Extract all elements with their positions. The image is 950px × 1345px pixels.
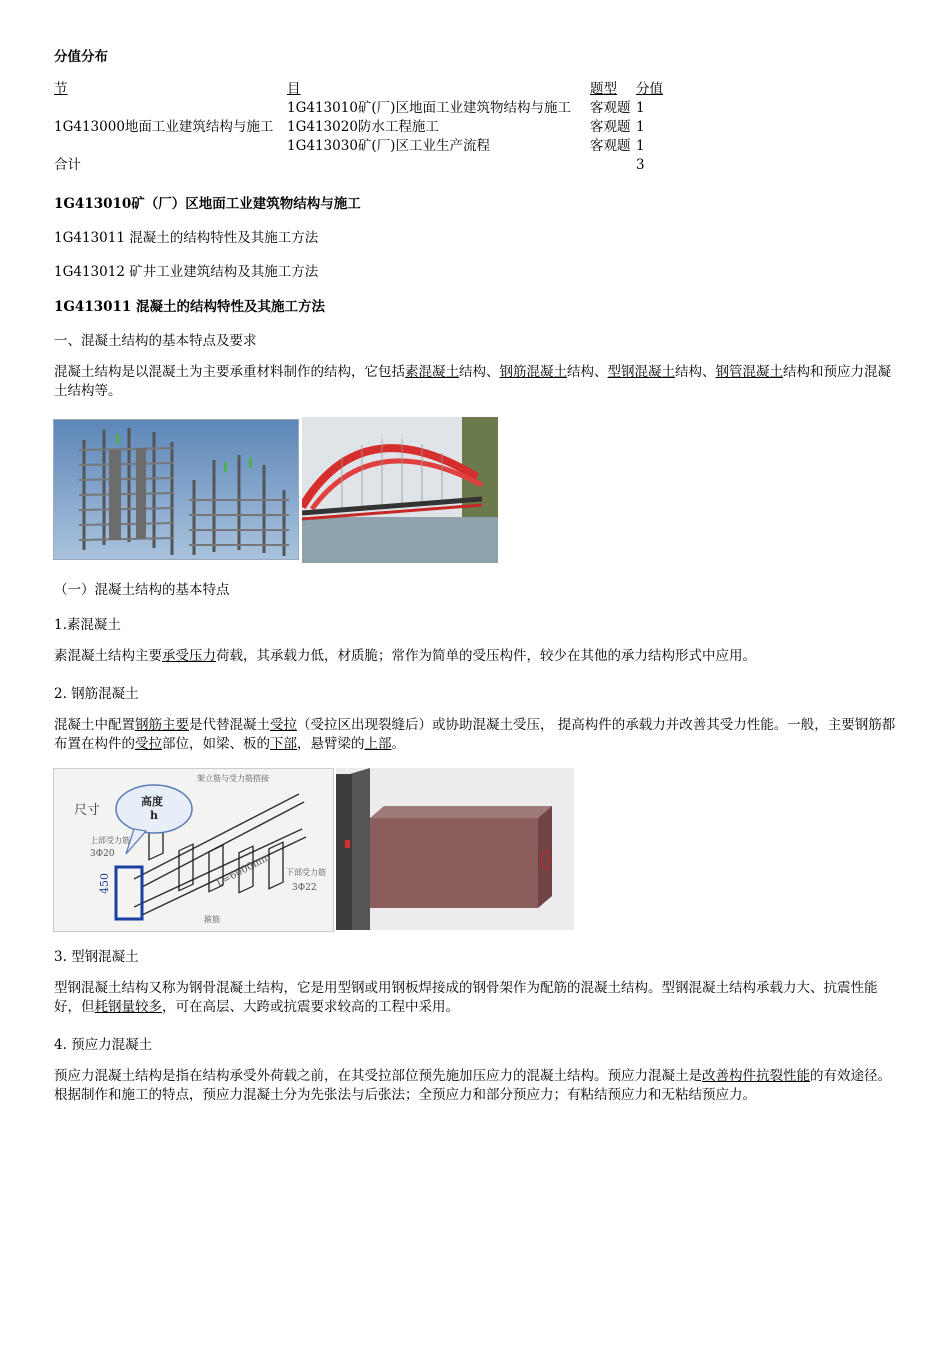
label-frame-bar: 架立筋与受力筋搭接 bbox=[197, 774, 269, 783]
table-row: 1G413010矿(厂)区地面工业建筑物结构与施工 客观题 1 bbox=[287, 100, 645, 116]
label-450: 450 bbox=[98, 873, 111, 894]
item1-body: 素混凝土结构主要承受压力荷载，其承载力低，材质脆；常作为简单的受压构件，较少在其他的承力结构形式中应用。 bbox=[54, 648, 756, 664]
label-stirrup: 箍筋 bbox=[204, 915, 220, 924]
arch-bridge-image bbox=[302, 417, 498, 563]
subheading-features: （一）混凝土结构的基本特点 bbox=[54, 582, 230, 598]
toc-item-1: 1G413011 混凝土的结构特性及其施工方法 bbox=[54, 230, 319, 246]
item3-title: 3. 型钢混凝土 bbox=[54, 949, 139, 965]
item4-body: 预应力混凝土结构是指在结构承受外荷载之前，在其受拉部位预先施加压应力的混凝土结构。预应力混凝土是改善构件抗裂性能的有效途径。根据制作和施工的特点，预应力混凝土分为先张法与后张法；全预应力和部分预应力；有粘结预应力和无粘结预应力。 bbox=[54, 1068, 891, 1103]
item2-title: 2. 钢筋混凝土 bbox=[54, 686, 139, 702]
steel-framework-illustration bbox=[54, 420, 298, 559]
label-top-bar: 上部受力筋 bbox=[90, 836, 130, 845]
table-header-row bbox=[54, 80, 676, 99]
cantilever-beam-illustration bbox=[336, 768, 574, 930]
table-total-row: 合计 3 bbox=[54, 157, 645, 173]
distribution-heading: 分值分布 bbox=[54, 49, 108, 65]
label-top-bar-count: 3Φ20 bbox=[90, 849, 115, 859]
label-length: L=6000mm bbox=[214, 851, 273, 890]
label-bottom-count: 3Φ22 bbox=[292, 883, 317, 893]
cantilever-beam-image bbox=[336, 768, 574, 930]
score-distribution-table bbox=[54, 80, 676, 175]
steel-framework-image bbox=[53, 419, 299, 560]
intro-paragraph: 混凝土结构是以混凝土为主要承重材料制作的结构，它包括素混凝土结构、钢筋混凝土结构、型钢混凝土结构、钢管混凝土结构和预应力混凝土结构等。 bbox=[54, 364, 891, 399]
table-row: 1G413000地面工业建筑结构与施工 1G413020防水工程施工 客观题 1 bbox=[54, 119, 645, 135]
header-type: 题型 bbox=[590, 81, 617, 97]
header-score: 分值 bbox=[636, 81, 663, 97]
header-item: 目 bbox=[287, 81, 301, 97]
item3-body: 型钢混凝土结构又称为钢骨混凝土结构，它是用型钢或用钢板焊接成的钢骨架作为配筋的混凝土结构。型钢混凝土结构承载力大、抗震性能好，但耗钢量较多，可在高层、大跨或抗震要求较高的工程中采用。 bbox=[54, 980, 878, 1015]
subheading-basic: 一、混凝土结构的基本特点及要求 bbox=[54, 333, 257, 349]
item2-body: 混凝土中配置钢筋主要是代替混凝土受拉（受拉区出现裂缝后）或协助混凝土受压， 提高构件的承载力并改善其受力性能。一般，主要钢筋都布置在构件的受拉部位，如梁、板的下部，悬臂梁的上部。 bbox=[54, 717, 896, 752]
toc-heading: 1G413010矿（厂）区地面工业建筑物结构与施工 bbox=[54, 196, 361, 212]
label-height: 高度 bbox=[141, 795, 163, 808]
header-section: 节 bbox=[54, 81, 68, 97]
item1-title: 1.素混凝土 bbox=[54, 617, 121, 633]
label-h: h bbox=[150, 809, 158, 822]
arch-bridge-illustration bbox=[302, 417, 498, 563]
label-size: 尺寸 bbox=[74, 803, 101, 818]
rebar-beam-diagram bbox=[53, 768, 334, 932]
toc-item-2: 1G413012 矿井工业建筑结构及其施工方法 bbox=[54, 264, 319, 280]
table-row: 1G413030矿(厂)区工业生产流程 客观题 1 bbox=[287, 138, 645, 154]
label-bottom-bar: 下部受力筋 bbox=[286, 868, 326, 877]
section-heading: 1G413011 混凝土的结构特性及其施工方法 bbox=[54, 299, 325, 315]
item4-title: 4. 预应力混凝土 bbox=[54, 1037, 153, 1053]
